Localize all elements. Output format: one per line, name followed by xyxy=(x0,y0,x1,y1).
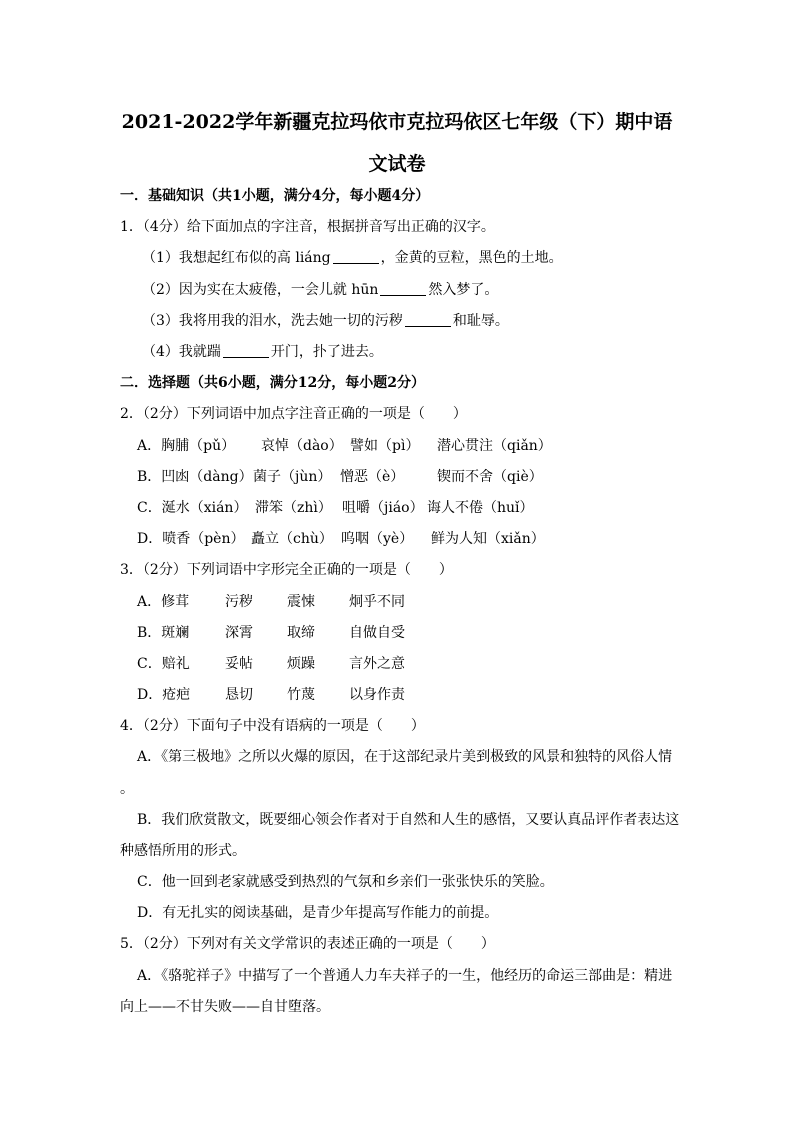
answer-blank xyxy=(223,343,269,358)
q1-item-1 xyxy=(142,248,563,268)
q2-c-4: 诲人不倦（huǐ） xyxy=(427,500,534,516)
q5-option-a-line1: A．《骆驼祥子》中描写了一个普通人力车夫祥子的一生，他经历的命运三部曲是：精进 xyxy=(137,968,673,984)
title-line-1: 2021-2022学年新疆克拉玛依市克拉玛依区七年级（下）期中语 xyxy=(121,111,673,133)
q4-stem: 4．（2分）下面句子中没有语病的一项是（ ） xyxy=(120,718,425,734)
q3-b-2: 深霄 xyxy=(225,625,253,641)
q1-item-4-after: 开门，扑了进去。 xyxy=(270,344,383,360)
answer-blank xyxy=(405,312,451,327)
q2-c-3: 咀嚼（jiáo） xyxy=(342,500,424,516)
q3-b-3: 取缔 xyxy=(287,625,315,641)
q3-d-2: 恳切 xyxy=(225,687,253,703)
q5-stem: 5．（2分）下列对有关文学常识的表述正确的一项是（ ） xyxy=(120,936,495,952)
q1-item-2 xyxy=(142,280,498,300)
q1-stem: 1．（4分）给下面加点的字注音，根据拼音写出正确的汉字。 xyxy=(120,219,495,235)
title-line-2: 文试卷 xyxy=(368,153,426,175)
q3-b-1: B．斑斓 xyxy=(137,625,190,641)
q4-option-d: D．有无扎实的阅读基础，是青少年提高写作能力的前提。 xyxy=(137,905,499,921)
q2-d-3: 呜咽（yè） xyxy=(341,531,414,547)
q3-b-4: 自做自受 xyxy=(349,625,405,641)
section-1-heading: 一．基础知识（共1小题，满分4分，每小题4分） xyxy=(120,188,430,204)
q3-stem: 3．（2分）下列词语中字形完全正确的一项是（ ） xyxy=(120,562,453,578)
q5-option-a-line2: 向上——不甘失败——自甘堕落。 xyxy=(120,999,330,1015)
q2-b-3: 憎恶（è） xyxy=(340,469,405,485)
q3-c-2: 妥帖 xyxy=(225,656,253,672)
q1-item-3-after: 和耻辱。 xyxy=(452,313,509,329)
q3-d-4: 以身作责 xyxy=(349,687,405,703)
q2-b-2: 菌子（jùn） xyxy=(253,469,332,485)
q3-c-4: 言外之意 xyxy=(349,656,405,672)
q4-option-b-line1: B．我们欣赏散文，既要细心领会作者对于自然和人生的感悟，又要认真品评作者表达这 xyxy=(137,812,680,828)
q1-item-3-before: （3）我将用我的泪水，洗去她一切的污秽 xyxy=(142,313,403,329)
q1-item-1-after: ，金黄的豆粒，黑色的土地。 xyxy=(380,250,563,266)
q4-option-c: C．他一回到老家就感受到热烈的气氛和乡亲们一张张快乐的笑脸。 xyxy=(137,874,554,890)
q3-a-3: 震悚 xyxy=(287,594,315,610)
q2-a-4: 潜心贯注（qiǎn） xyxy=(437,438,552,454)
q4-option-b-line2: 种感悟所用的形式。 xyxy=(120,843,246,859)
q2-d-1: D．喷香（pèn） xyxy=(137,531,245,547)
q2-a-1: A．胸脯（pǔ） xyxy=(137,438,236,454)
q1-item-3 xyxy=(142,311,509,331)
q3-d-3: 竹蔑 xyxy=(287,687,315,703)
q1-item-2-before: （2）因为实在太疲倦，一会儿就 hūn xyxy=(142,282,379,298)
q2-c-2: 滞笨（zhì） xyxy=(255,500,332,516)
q4-option-a-line2: 。 xyxy=(120,781,134,797)
q2-b-1: B．凹凼（dàng） xyxy=(137,469,253,485)
q1-item-4 xyxy=(142,342,383,362)
q3-c-3: 烦躁 xyxy=(287,656,315,672)
answer-blank xyxy=(380,281,426,296)
q2-b-4: 锲而不舍（qiè） xyxy=(437,469,543,485)
q3-c-1: C．赔礼 xyxy=(137,656,190,672)
q1-item-4-before: （4）我就踹 xyxy=(142,344,221,360)
q3-a-2: 污秽 xyxy=(225,594,253,610)
answer-blank xyxy=(333,249,379,264)
q2-a-3: 譬如（pì） xyxy=(350,438,420,454)
q1-item-1-before: （1）我想起红布似的高 liáng xyxy=(142,250,331,266)
q3-a-1: A．修茸 xyxy=(137,594,190,610)
q2-a-2: 哀悼（dào） xyxy=(261,438,343,454)
q2-stem: 2．（2分）下列词语中加点字注音正确的一项是（ ） xyxy=(120,406,467,422)
q2-d-2: 矗立（chù） xyxy=(251,531,333,547)
q4-option-a-line1: A．《第三极地》之所以火爆的原因，在于这部纪录片美到极致的风景和独特的风俗人情 xyxy=(137,749,673,765)
q2-c-1: C．涎水（xián） xyxy=(137,500,248,516)
q2-d-4: 鲜为人知（xiǎn） xyxy=(431,531,545,547)
q1-item-2-after: 然入梦了。 xyxy=(428,282,499,298)
section-2-heading: 二．选择题（共6小题，满分12分，每小题2分） xyxy=(120,375,425,391)
q3-a-4: 炯乎不同 xyxy=(349,594,405,610)
q3-d-1: D．疮疤 xyxy=(137,687,191,703)
